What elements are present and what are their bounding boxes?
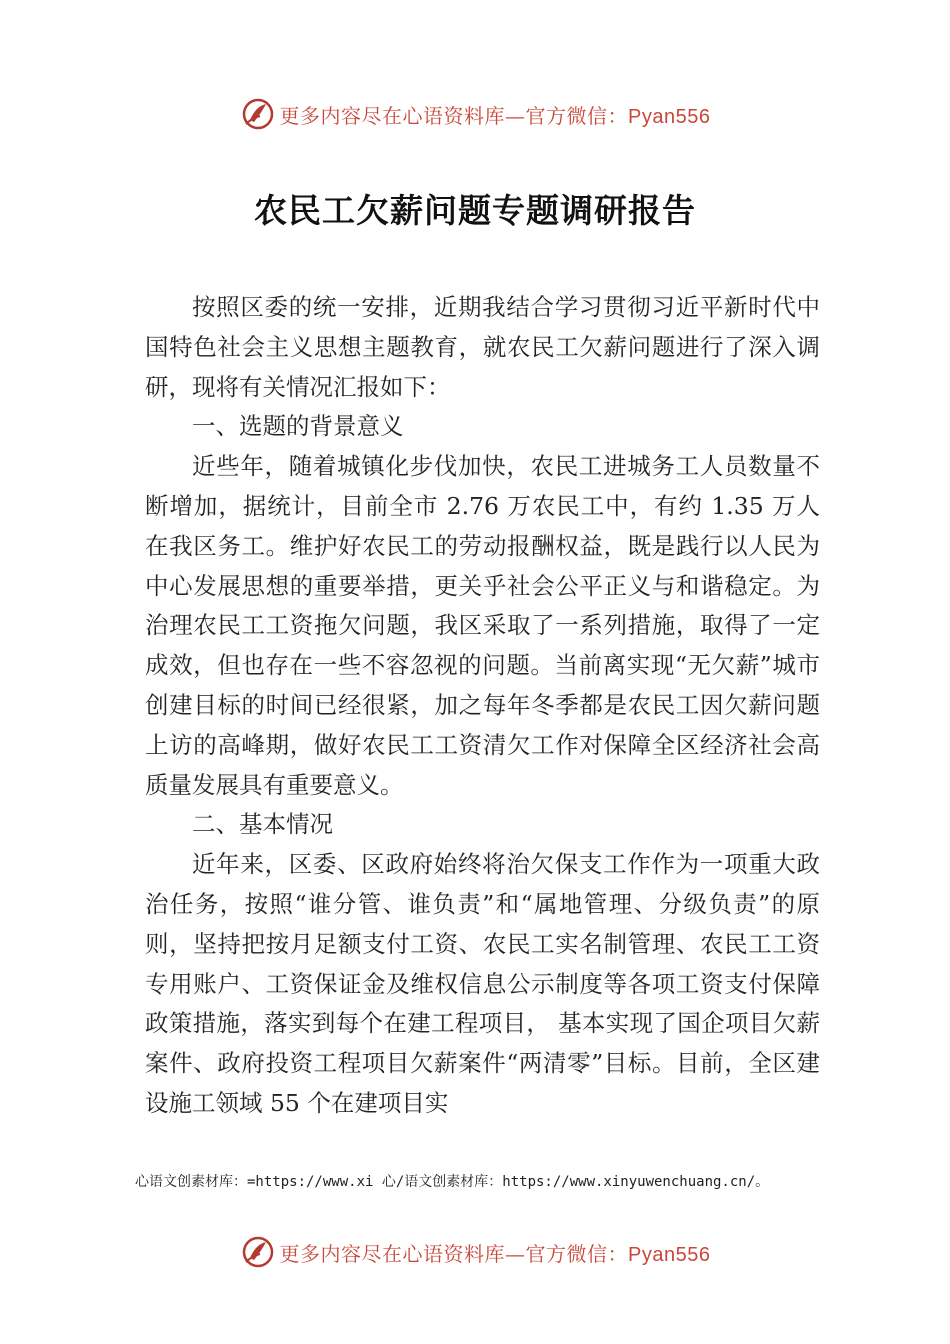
section-heading-basic-situation: 二、基本情况 (192, 810, 333, 839)
wechat-id: Pyan556 (628, 105, 711, 128)
footer-banner (0, 1232, 950, 1272)
banner-slogan: 更多内容尽在心语资料库—官方微信： (279, 103, 629, 128)
paragraph-background: 近些年，随着城镇化步伐加快，农民工进城务工人员数量不断增加，据统计，目前全市 2.76 万农民工中，有约 1.35 万人在我区务工。维护好农民工的劳动报酬权益，既是践行以人民为中心发展思想的重要举措，更关乎社会公平正义与和谐稳定。为治理农民工工资拖欠问题，我区采取了一系列措施，取得了一定成效，但也存在一些不容忽视的问题。当前离实现“无欠薪”城市创建目标的时间已经很紧，加之每年冬季都是农民工因欠薪问题上访的高峰期，做好农民工工资清欠工作对保障全区经济社会高质量发展具有重要意义。 (145, 452, 820, 799)
brush-seal-logo-icon (240, 96, 276, 132)
document-body (145, 288, 820, 1124)
brush-seal-logo-icon (240, 1234, 276, 1270)
banner-text (280, 1238, 711, 1267)
banner-slogan: 更多内容尽在心语资料库—官方微信： (279, 1241, 629, 1266)
paragraph-intro: 按照区委的统一安排，近期我结合学习贯彻习近平新时代中国特色社会主义思想主题教育，就农民工欠薪问题进行了深入调研，现将有关情况汇报如下： (145, 293, 820, 401)
footer-note: 心语文创素材库：=https://www.xi 心/语文创素材库：https://www.xinyuwenchuang.cn/。 (135, 1174, 770, 1190)
section-heading-background: 一、选题的背景意义 (192, 412, 404, 441)
document-title: 农民工欠薪问题专题调研报告 (254, 191, 696, 230)
wechat-id: Pyan556 (628, 1243, 711, 1266)
header-banner (0, 94, 950, 134)
paragraph-basic-situation: 近年来，区委、区政府始终将治欠保支工作作为一项重大政治任务，按照“谁分管、谁负责”和“属地管理、分级负责”的原则，坚持把按月足额支付工资、农民工实名制管理、农民工工资专用账户、工资保证金及维权信息公示制度等各项工资支付保障政策措施，落实到每个在建工程项目， 基本实现了国企项目欠薪案件、政府投资工程项目欠薪案件“两清零”目标。目前，全区建设施工领域 55 个在建项目实 (145, 850, 820, 1117)
banner-text (280, 100, 711, 129)
